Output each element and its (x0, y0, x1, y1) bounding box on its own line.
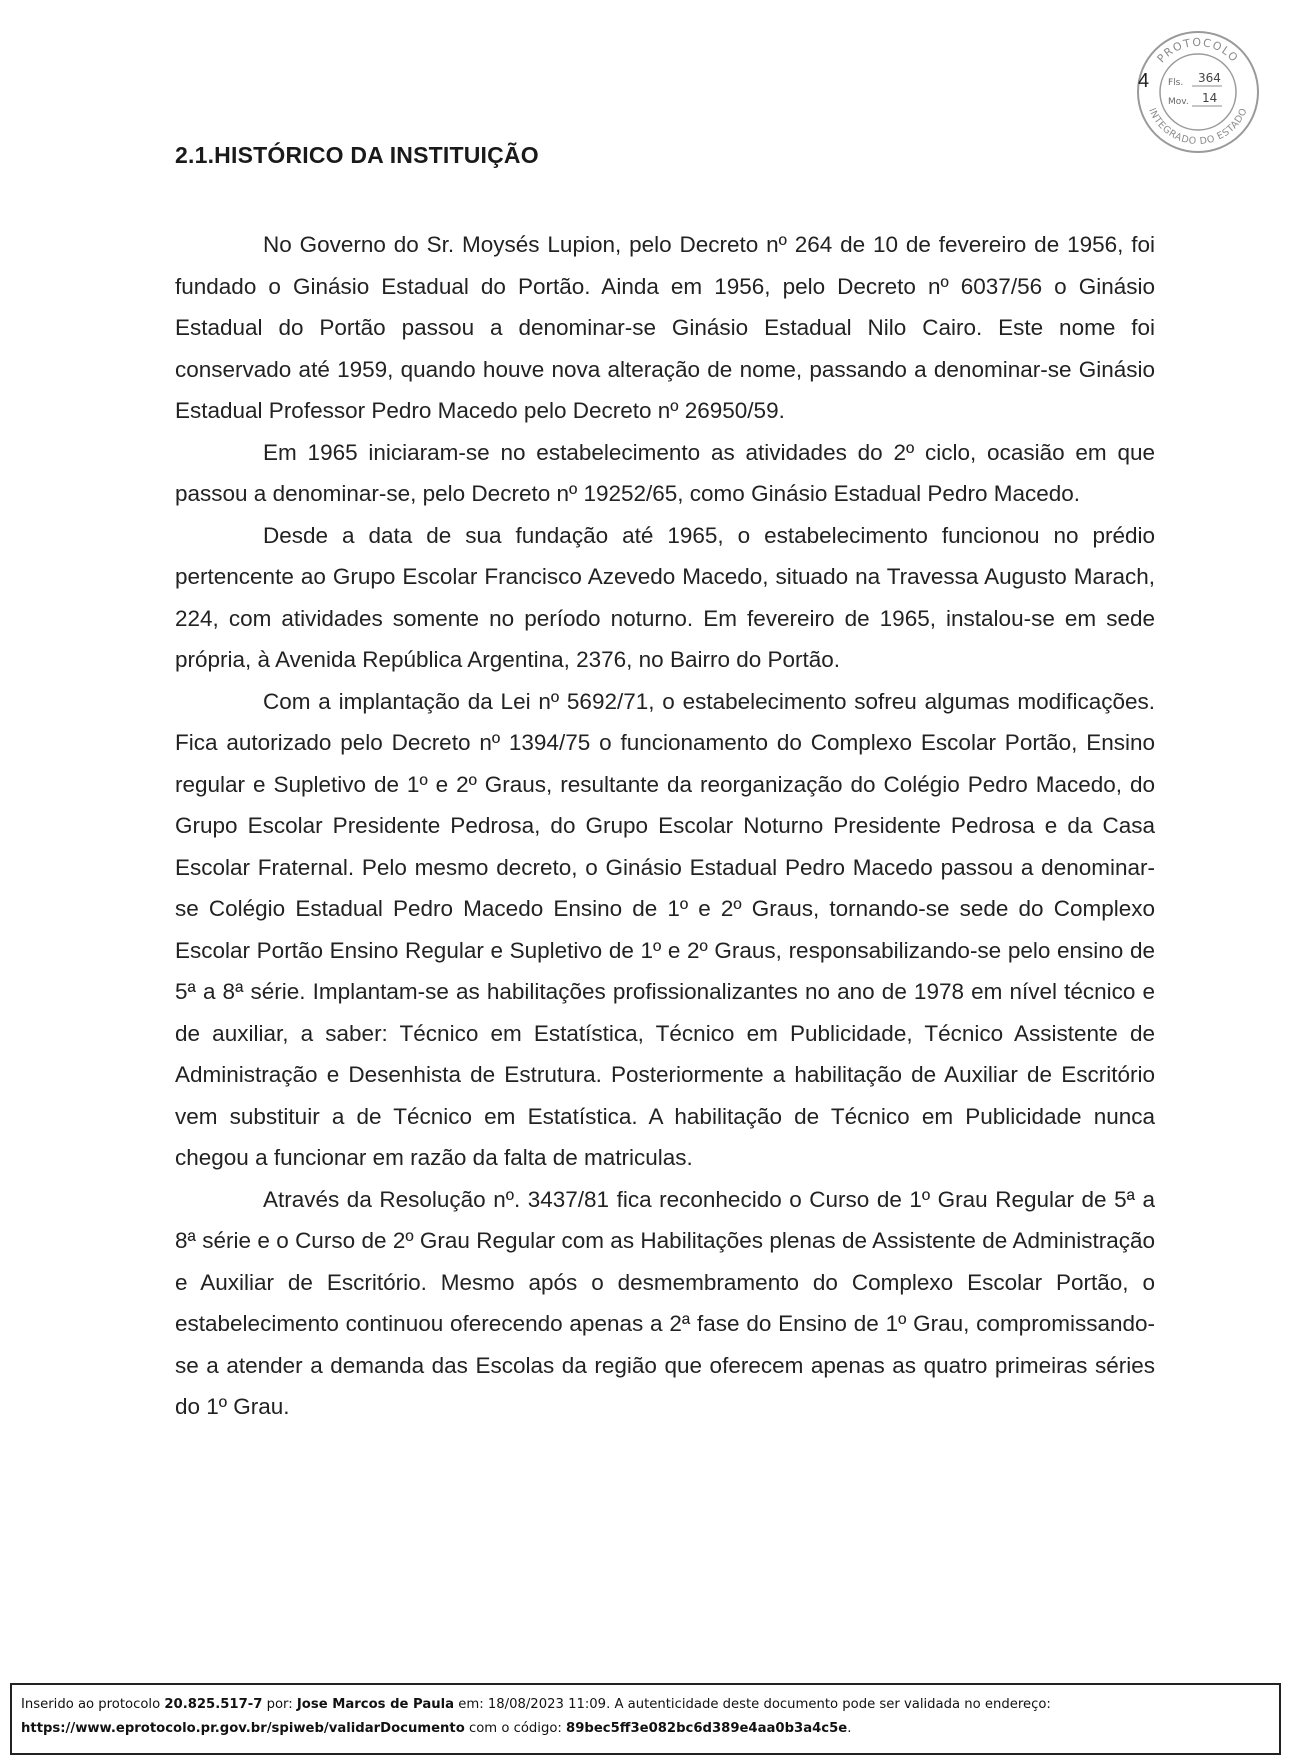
paragraph: Desde a data de sua fundação até 1965, o estabelecimento funcionou no prédio pertencente ao Grupo Escolar Francisco Azevedo Macedo, situado na Travessa Augusto Marach, 224, com atividades somente no período noturno. Em fevereiro de 1965, instalou-se em sede própria, à Avenida República Argentina, 2376, no Bairro do Portão. (175, 522, 1155, 672)
body-text (175, 224, 1155, 1428)
paragraph: Com a implantação da Lei nº 5692/71, o estabelecimento sofreu algumas modificações. Fica autorizado pelo Decreto nº 1394/75 o funcionamento do Complexo Escolar Portão, Ensino regular e Supletivo de 1º e 2º Graus, resultante da reorganização do Colégio Pedro Macedo, do Grupo Escolar Presidente Pedrosa, do Grupo Escolar Noturno Presidente Pedrosa e da Casa Escolar Fraternal. Pelo mesmo decreto, o Ginásio Estadual Pedro Macedo passou a denominar-se Colégio Estadual Pedro Macedo Ensino de 1º e 2º Graus, tornando-se sede do Complexo Escolar Portão Ensino Regular e Supletivo de 1º e 2º Graus, responsabilizando-se pelo ensino de 5ª a 8ª série. Implantam-se as habilitações profissionalizantes no ano de 1978 em nível técnico e de auxiliar, a saber: Técnico em Estatística, Técnico em Publicidade, Técnico Assistente de Administração e Desenhista de Estrutura. Posteriormente a habilitação de Auxiliar de Escritório vem substituir a de Técnico em Estatística. A habilitação de Técnico em Publicidade nunca chegou a funcionar em razão da falta de matriculas. (175, 688, 1155, 1170)
seal-fls-value: 364 (1198, 71, 1221, 85)
footer-suffix: . (847, 1721, 852, 1736)
seal-arc-bottom: INTEGRADO DO ESTADO (1146, 106, 1250, 148)
paragraph: Em 1965 iniciaram-se no estabelecimento as atividades do 2º ciclo, ocasião em que passou a denominar-se, pelo Decreto nº 19252/65, como Ginásio Estadual Pedro Macedo. (175, 439, 1155, 506)
paragraph: No Governo do Sr. Moysés Lupion, pelo Decreto nº 264 de 10 de fevereiro de 1956, foi fundado o Ginásio Estadual do Portão. Ainda em 1956, pelo Decreto nº 6037/56 o Ginásio Estadual do Portão passou a denominar-se Ginásio Estadual Nilo Cairo. Este nome foi conservado até 1959, quando houve nova alteração de nome, passando a denominar-se Ginásio Estadual Professor Pedro Macedo pelo Decreto nº 26950/59. (175, 232, 1155, 423)
footer-author: Jose Marcos de Paula (296, 1697, 455, 1712)
footer-code-label: com o código: (464, 1721, 567, 1736)
paragraph: Através da Resolução nº. 3437/81 fica reconhecido o Curso de 1º Grau Regular de 5ª a 8ª série e o Curso de 2º Grau Regular com as Habilitações plenas de Assistente de Administração e Auxiliar de Escritório. Mesmo após o desmembramento do Complexo Escolar Portão, o estabelecimento continuou oferecendo apenas a 2ª fase do Ensino de 1º Grau, compromissando-se a atender a demanda das Escolas da região que oferecem apenas as quatro primeiras séries do 1º Grau. (175, 1186, 1155, 1419)
seal-mov-label: Mov. (1168, 97, 1189, 107)
footer-by-label: por: (262, 1697, 297, 1712)
footer-protocol-number: 20.825.517-7 (164, 1697, 263, 1712)
footer-date-text: em: 18/08/2023 11:09. A autenticidade deste documento pode ser validada no endereço: (454, 1697, 1051, 1712)
seal-arc-top: PROTOCOLO (1154, 35, 1242, 66)
footer-prefix: Inserido ao protocolo (21, 1697, 165, 1712)
protocol-seal (1136, 30, 1260, 154)
page-number: 4 (1138, 70, 1150, 92)
section-heading: 2.1.HISTÓRICO DA INSTITUIÇÃO (175, 142, 539, 168)
seal-fls-label: Fls. (1168, 78, 1184, 88)
authentication-footer (10, 1683, 1281, 1755)
seal-mov-value: 14 (1202, 91, 1218, 105)
footer-validation-url[interactable]: https://www.eprotocolo.pr.gov.br/spiweb/validarDocumento (21, 1721, 465, 1736)
footer-validation-code: 89bec5ff3e082bc6d389e4aa0b3a4c5e (566, 1721, 848, 1736)
